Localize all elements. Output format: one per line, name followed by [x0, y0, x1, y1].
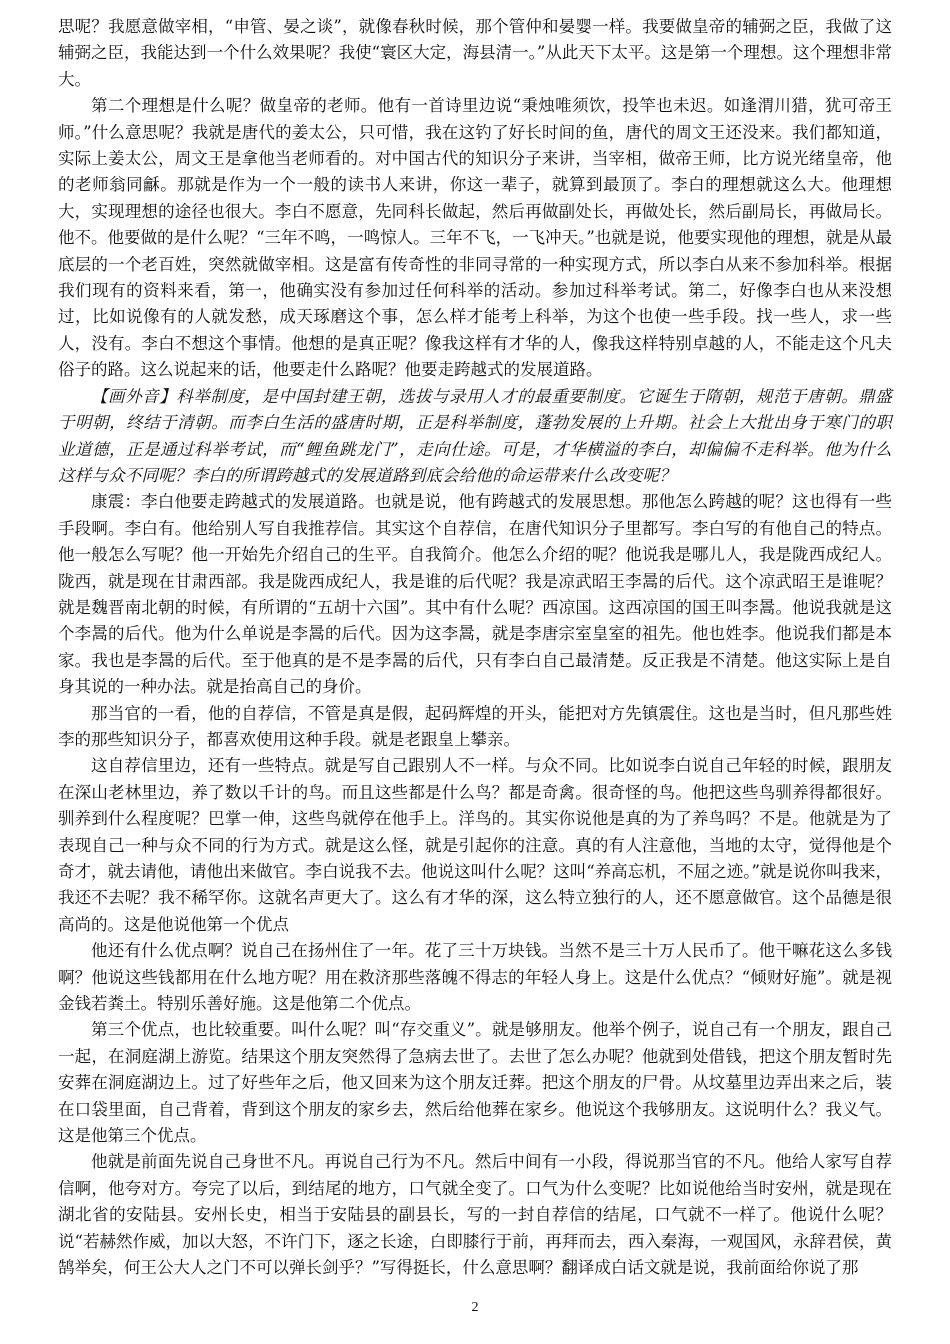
document-body [58, 14, 892, 1282]
paragraph-third-merit: 第三个优点，也比较重要。叫什么呢？叫“存交重义”。就是够朋友。他举个例子，说自己有一个朋友，跟自己一起，在洞庭湖上游览。结果这个朋友突然得了急病去世了。去世了怎么办呢？他就到处借钱，把这个朋友暂时先安葬在洞庭湖边上。过了好些年之后，他又回来为这个朋友迁葬。把这个朋友的尸骨。从坟墓里边弄出来之后，装在口袋里面，自己背着，背到这个朋友的家乡去，然后给他葬在家乡。他说这个我够朋友。这说明什么？我义气。这是他第三个优点。 [58, 1020, 892, 1146]
paragraph-first-merit: 这自荐信里边，还有一些特点。就是写自己跟别人不一样。与众不同。比如说李白说自己年轻的时候，跟朋友在深山老林里边，养了数以千计的鸟。而且这些都是什么鸟？都是奇禽。很奇怪的鸟。他把这些鸟驯养得都很好。驯养到什么程度呢？巴掌一伸，这些鸟就停在他手上。洋鸟的。其实你说他是真的为了养鸟吗？不是。他就是为了表现自己一种与众不同的行为方式。就是这么怪，就是引起你的注意。真的有人注意他，当地的太守，觉得他是个奇才，就去请他，请他出来做官。李白说我不去。他说这叫什么呢？这叫“养高忘机，不屈之迹。”就是说你叫我来，我还不去呢？我不稀罕你。这就名声更大了。这么有才华的深，这么特立独行的人，还不愿意做官。这个品德是很高尚的。这是他说他第一个优点 [58, 756, 892, 934]
paragraph-official-view: 那当官的一看，他的自荐信，不管是真是假，起码辉煌的开头，能把对方先镇震住。这也是当时，但凡那些姓李的那些知识分子，都喜欢使用这种手段。就是老跟皇上攀亲。 [58, 703, 892, 749]
paragraph-letter-ending: 他就是前面先说自己身世不凡。再说自己行为不凡。然后中间有一小段，得说那当官的不凡。他给人家写自荐信啊，他夸对方。夸完了以后，到结尾的地方，口气就全变了。口气为什么变呢？比如说他给当时安州，就是现在湖北省的安陆县。安州长史，相当于安陆县的副县长，写的一封自荐信的结尾，口气就不一样了。他说什么呢？说“若赫然作威，加以大怒，不许门下，逐之长途，白即膝行于前，再拜而去，西入秦海，一观国风，永辞君侯，黄鹄举矣，何王公大人之门不可以弹长剑乎？”写得挺长，什么意思啊？翻译成白话文就是说，我前面给你说了那 [58, 1152, 892, 1278]
paragraph-ideal-one: 思呢？我愿意做宰相，“申管、晏之谈”，就像春秋时候，那个管仲和晏婴一样。我要做皇帝的辅弼之臣，我做了这辅弼之臣，我能达到一个什么效果呢？我使“寰区大定，海县清一。”从此天下太平。这是第一个理想。这个理想非常大。 [58, 17, 892, 89]
paragraph-voiceover: 【画外音】科举制度，是中国封建王朝，选拔与录用人才的最重要制度。它诞生于隋朝，规范于唐朝。鼎盛于明朝，终结于清朝。而李白生活的盛唐时期，正是科举制度，蓬勃发展的上升期。社会上大批出身于寒门的职业道德，正是通过科举考试，而“鲤鱼跳龙门”，走向仕途。可是，才华横溢的李白，却偏偏不走科举。他为什么这样与众不同呢？李白的所谓跨越式的发展道路到底会给他的命运带来什么改变呢？ [58, 386, 892, 485]
paragraph-ideal-two: 第二个理想是什么呢？做皇帝的老师。他有一首诗里边说“秉烛唯须饮，投竿也未迟。如逢渭川猎，犹可帝王师。”什么意思呢？我就是唐代的姜太公，只可惜，我在这钓了好长时间的鱼，唐代的周文王还没来。我们都知道，实际上姜太公，周文王是拿他当老师看的。对中国古代的知识分子来讲，当宰相，做帝王师，比方说光绪皇帝，他的老师翁同龢。那就是作为一个一般的读书人来讲，你这一辈子，就算到最顶了。李白的理想就这么大。他理想大，实现理想的途径也很大。李白不愿意，先同科长做起，然后再做副处长，再做处长，然后副局长，再做局长。他不。他要做的是什么呢？“三年不鸣，一鸣惊人。三年不飞，一飞冲天。”也就是说，他要实现他的理想，就是从最底层的一个老百姓，突然就做宰相。这是富有传奇性的非同寻常的一种实现方式，所以李白从来不参加科举。根据我们现有的资料来看，第一，他确实没有参加过任何科举的活动。参加过科举考试。第二，好像李白也从来没想过，比如说像有的人就发愁，成天琢磨这个事，怎么样才能考上科举，为这个也使一些手段。找一些人，求一些人，没有。李白不想这个事情。他想的是真正呢？像我这样有才华的人，像我这样特别卓越的人，不能走这个凡夫俗子的路。这么说起来的话，他要走什么路呢？他要走跨越式的发展道路。 [58, 96, 892, 380]
page-number: 2 [471, 1300, 479, 1315]
paragraph-second-merit: 他还有什么优点啊？说自己在扬州住了一年。花了三十万块钱。当然不是三十万人民币了。他干嘛花这么多钱啊？他说这些钱都用在什么地方呢？用在救济那些落魄不得志的年轻人身上。这是什么优点？“倾财好施”。就是视金钱若粪土。特别乐善好施。这是他第二个优点。 [58, 941, 892, 1014]
paragraph-kang-zhen: 康震：李白他要走跨越式的发展道路。也就是说，他有跨越式的发展思想。那他怎么跨越的呢？这也得有一些手段啊。李白有。他给别人写自我推荐信。其实这个自荐信，在唐代知识分子里都写。李白写的有他自己的特点。他一般怎么写呢？他一开始先介绍自己的生平。自我简介。他怎么介绍的呢？他说我是哪儿人，我是陇西成纪人。陇西，就是现在甘肃西部。我是陇西成纪人，我是谁的后代呢？我是凉武昭王李暠的后代。这个凉武昭王是谁呢？就是魏晋南北朝的时候，有所谓的“五胡十六国”。其中有什么呢？西凉国。这西凉国的国王叫李暠。他说我就是这个李暠的后代。他为什么单说是李暠的后代。因为这李暠，就是李唐宗室皇室的祖先。他也姓李。他说我们都是本家。我也是李暠的后代。至于他真的是不是李暠的后代，只有李白自己最清楚。反正我是不清楚。他这实际上是自身其说的一种办法。就是抬高自己的身价。 [58, 492, 892, 697]
